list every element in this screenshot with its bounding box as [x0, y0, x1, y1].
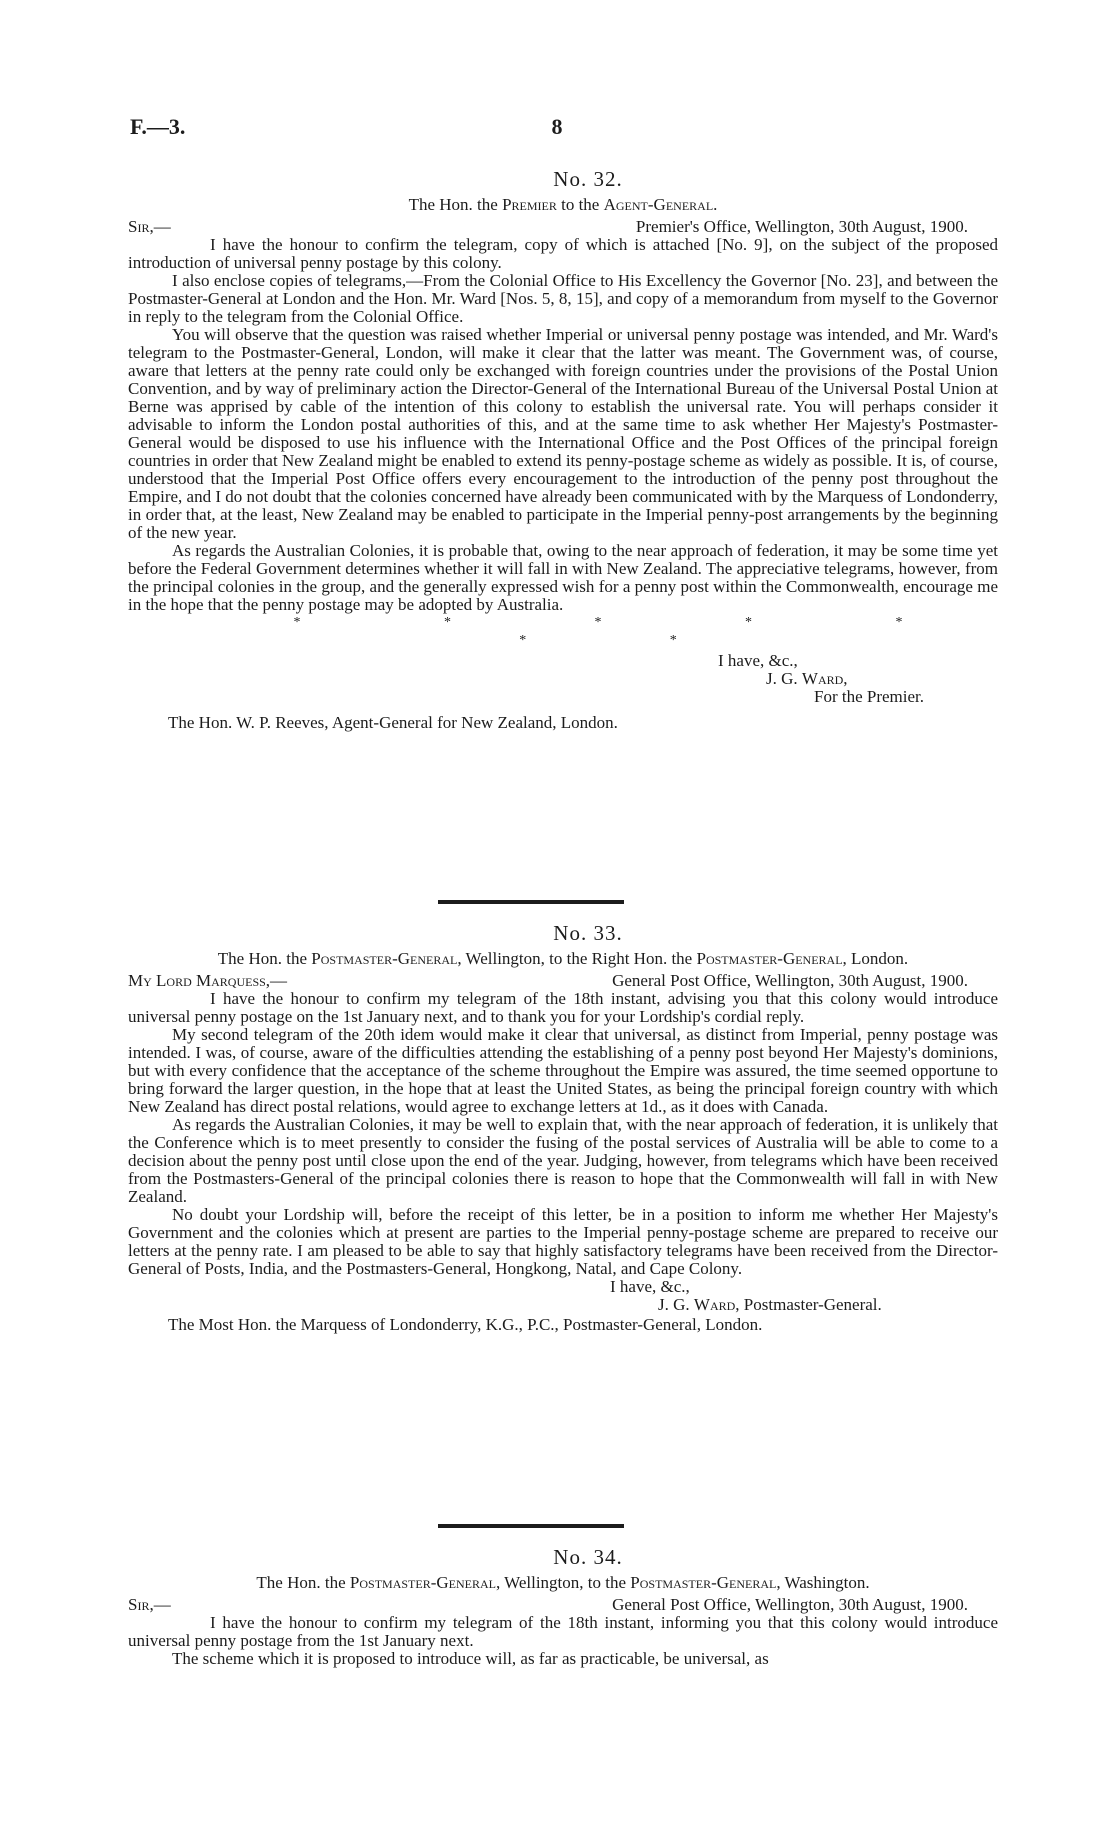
- salutation-line: [128, 1596, 998, 1614]
- letter-title: The Hon. the Postmaster-General, Wellington, to the Postmaster-General, Washington.: [256, 1573, 870, 1592]
- letter-number: No. 33.: [553, 921, 623, 945]
- salutation: Sir,—: [128, 217, 171, 236]
- letter-no-34: [128, 1545, 998, 1668]
- signature: J. G. Ward,: [766, 669, 848, 688]
- letter-no-32: [128, 167, 998, 732]
- paragraph: My second telegram of the 20th idem would make it clear that universal, as distinct from Imperial, penny postage was intended. I was, of course, aware of the difficulties attending the establishing of a penny post beyond Her Majesty's dominions, but with every confidence that the acceptance of the scheme throughout the Empire was assured, the time seemed opportune to bring forward the larger question, in the hope that at least the United States, as being the principal foreign country with which New Zealand has direct postal relations, would agree to exchange letters at 1d., as it does with Canada.: [128, 1025, 998, 1116]
- salutation-line: [128, 218, 998, 236]
- paragraph: I have the honour to confirm my telegram of the 18th instant, informing you that this colony would introduce universal penny postage from the 1st January next.: [128, 1613, 998, 1650]
- paragraph: No doubt your Lordship will, before the receipt of this letter, be in a position to inform me whether Her Majesty's Government and the colonies which at present are parties to the Imperial penny-postage scheme are prepared to receive our letters at the penny rate. I am pleased to be able to say that highly satisfactory telegrams have been received from the Director-General of Posts, India, and the Postmasters-General, Hongkong, Natal, and Cape Colony.: [128, 1205, 998, 1278]
- paragraph: The scheme which it is proposed to introduce will, as far as practicable, be universal, as: [172, 1649, 769, 1668]
- signature: J. G. Ward, Postmaster-General.: [658, 1295, 882, 1314]
- closing: I have, &c.,: [718, 651, 798, 670]
- series-reference: F.—3.: [130, 114, 186, 139]
- salutation: My Lord Marquess,—: [128, 971, 288, 990]
- closing: I have, &c.,: [610, 1277, 690, 1296]
- section-divider: [438, 900, 624, 904]
- paragraph: I have the honour to confirm the telegram, copy of which is attached [No. 9], on the subject of the proposed introduction of universal penny postage by this colony.: [128, 235, 998, 272]
- section-divider: [438, 1524, 624, 1528]
- page-number: 8: [551, 114, 563, 139]
- dateline: General Post Office, Wellington, 30th August, 1900.: [612, 971, 968, 990]
- addressee: The Hon. W. P. Reeves, Agent-General for New Zealand, London.: [168, 713, 618, 732]
- letter-title: The Hon. the Postmaster-General, Wellington, to the Right Hon. the Postmaster-General, London.: [217, 949, 909, 968]
- paragraph: I have the honour to confirm my telegram of the 18th instant, advising you that this colony would introduce universal penny postage on the 1st January next, and to thank you for your Lordship's cordial reply.: [128, 989, 998, 1026]
- omission-stars: * * * * * * *: [293, 615, 973, 648]
- paragraph: As regards the Australian Colonies, it may be well to explain that, with the near approach of federation, it is unlikely that the Conference which is to meet presently to consider the fusing of the postal services of Australia will be able to come to a decision about the penny post until close upon the end of the year. Judging, however, from telegrams which have been received from the Postmasters-General of the principal colonies there is reason to hope that the Commonwealth will fall in with New Zealand.: [128, 1115, 998, 1206]
- salutation: Sir,—: [128, 1595, 171, 1614]
- dateline: General Post Office, Wellington, 30th August, 1900.: [612, 1595, 968, 1614]
- letter-no-33: [128, 921, 998, 1334]
- letter-number: No. 32.: [553, 167, 623, 191]
- signature-role: For the Premier.: [814, 687, 925, 706]
- letter-title: The Hon. the Premier to the Agent-General.: [408, 195, 718, 214]
- paragraph: You will observe that the question was raised whether Imperial or universal penny postage was intended, and Mr. Ward's telegram to the Postmaster-General, London, will make it clear that the latter was meant. The Government was, of course, aware that letters at the penny rate could only be exchanged with foreign countries under the provisions of the Postal Union Convention, and by way of preliminary action the Director-General of the International Bureau of the Universal Postal Union at Berne was apprised by cable of the intention of this colony to establish the universal rate. You will perhaps consider it advisable to inform the London postal authorities of this, and at the same time to ask whether Her Majesty's Postmaster-General would be disposed to use his influence with the International Office and the Post Offices of the principal foreign countries in order that New Zealand might be enabled to extend its penny-postage scheme as widely as possible. It is, of course, understood that the Imperial Post Office offers every encouragement to the introduction of the penny post throughout the Empire, and I do not doubt that the colonies concerned have already been communicated with by the Marquess of Londonderry, in order that, at the least, New Zealand may be enabled to participate in the Imperial penny-post arrangements by the beginning of the new year.: [128, 325, 998, 542]
- paragraph: As regards the Australian Colonies, it is probable that, owing to the near approach of federation, it may be some time yet before the Federal Government determines whether it will fall in with New Zealand. The appreciative telegrams, however, from the principal colonies in the group, and the generally expressed wish for a penny post within the Commonwealth, encourage me in the hope that the penny postage may be adopted by Australia.: [128, 541, 998, 614]
- salutation-line: [128, 972, 998, 990]
- paragraph: I also enclose copies of telegrams,—From the Colonial Office to His Excellency the Governor [No. 23], and between the Postmaster-General at London and the Hon. Mr. Ward [Nos. 5, 8, 15], and copy of a memorandum from myself to the Governor in reply to the telegram from the Colonial Office.: [128, 271, 998, 326]
- addressee: The Most Hon. the Marquess of Londonderry, K.G., P.C., Postmaster-General, London.: [168, 1315, 763, 1334]
- letter-number: No. 34.: [553, 1545, 623, 1569]
- dateline: Premier's Office, Wellington, 30th August, 1900.: [635, 217, 968, 236]
